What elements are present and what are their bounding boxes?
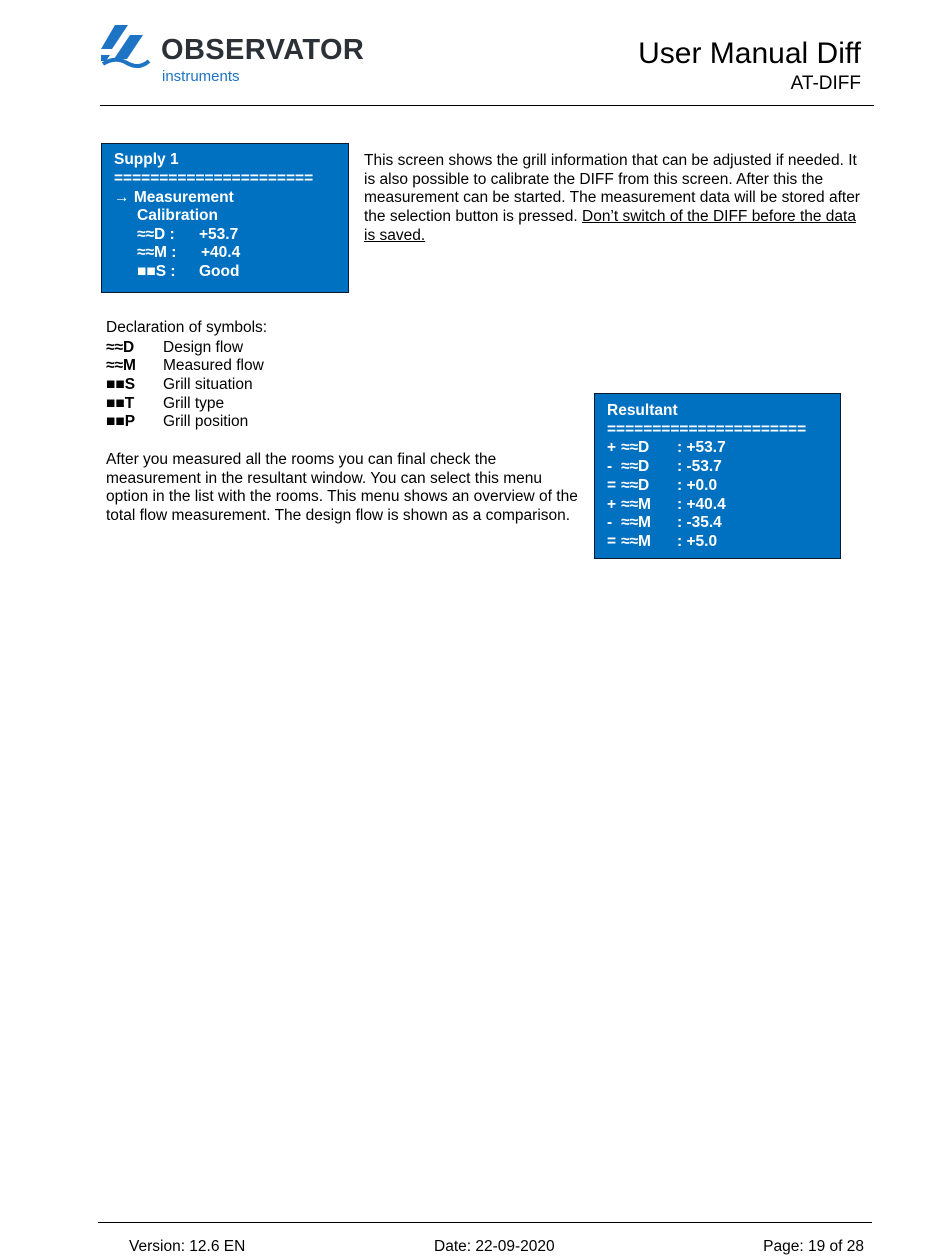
screen-title: Supply 1: [114, 151, 179, 168]
footer-version: Version: 12.6 EN: [129, 1238, 246, 1255]
menu-item-measurement-label: Measurement: [133, 189, 234, 206]
header-rule: [100, 105, 874, 106]
measured-flow-value: +40.4: [201, 244, 241, 261]
row-value: : +5.0: [677, 533, 718, 550]
symbol-row: [106, 414, 248, 430]
design-flow-value: +53.7: [199, 226, 239, 243]
symbol-code: ≈≈M: [106, 357, 136, 374]
symbol-row: [106, 377, 253, 393]
row-symbol: ≈≈D: [621, 458, 650, 475]
design-flow-symbol: ≈≈D :: [137, 226, 175, 243]
grill-situation-symbol: ■■S :: [137, 263, 176, 280]
resultant-row: [607, 440, 726, 456]
symbol-row: [106, 358, 264, 374]
footer-rule: [98, 1222, 872, 1223]
resultant-row: [607, 534, 717, 550]
resultant-row: [607, 497, 726, 513]
logo-wordmark: OBSERVATOR: [161, 34, 365, 66]
footer-page-number: Page: 19 of 28: [763, 1238, 864, 1255]
row-symbol: ≈≈D: [621, 439, 650, 456]
row-value: : +0.0: [677, 477, 718, 494]
symbols-heading: Declaration of symbols:: [106, 319, 268, 336]
row-symbol: ≈≈M: [621, 533, 651, 550]
row-symbol: ≈≈M: [621, 496, 651, 513]
symbol-description: Grill position: [163, 413, 249, 430]
symbol-row: [106, 396, 224, 412]
row-symbol: ≈≈D: [621, 477, 650, 494]
screen-separator: ======================: [607, 422, 807, 438]
menu-item-calibration: Calibration: [137, 207, 218, 224]
resultant-row: [607, 515, 722, 531]
selection-arrow-icon: →: [114, 189, 130, 206]
grill-situation-value: Good: [199, 263, 240, 280]
document-title: User Manual Diff: [638, 37, 861, 70]
symbol-description: Grill situation: [163, 376, 253, 393]
symbol-description: Grill type: [163, 395, 225, 412]
resultant-screen: [594, 393, 841, 559]
resultant-row: [607, 459, 722, 475]
measured-flow-symbol: ≈≈M :: [137, 244, 177, 261]
footer-date: Date: 22-09-2020: [434, 1238, 555, 1255]
symbol-description: Measured flow: [163, 357, 264, 374]
symbol-description: Design flow: [163, 339, 244, 356]
row-operator: +: [607, 496, 617, 513]
grill-situation-row: [137, 264, 239, 280]
screen-description-text: This screen shows the grill information that can be adjusted if needed. It is also possible to calibrate the DIFF from this screen. After this the measurement can be started. The measurement data will be stored after the selection button is pressed.: [364, 152, 860, 226]
resultant-row: [607, 478, 717, 494]
row-value: : -53.7: [677, 458, 722, 475]
symbol-code: ≈≈D: [106, 339, 135, 356]
measured-flow-row: [137, 245, 240, 261]
logo-subtitle: instruments: [162, 68, 240, 85]
row-operator: =: [607, 533, 617, 550]
row-operator: -: [607, 514, 613, 531]
screen-title: Resultant: [607, 402, 678, 419]
row-operator: =: [607, 477, 617, 494]
row-value: : +53.7: [677, 439, 726, 456]
symbol-code: ■■S: [106, 376, 136, 393]
supply-screen: [101, 143, 349, 293]
row-symbol: ≈≈M: [621, 514, 651, 531]
screen-description-paragraph: [364, 152, 870, 246]
menu-item-measurement: [114, 190, 234, 206]
save-warning-text: Don’t switch of the DIFF before the data is saved.: [364, 208, 856, 244]
row-value: : +40.4: [677, 496, 726, 513]
observator-logo-icon: [101, 25, 151, 69]
row-operator: -: [607, 458, 613, 475]
symbol-row: [106, 340, 243, 356]
row-operator: +: [607, 439, 617, 456]
screen-separator: ======================: [114, 171, 314, 187]
symbol-code: ■■T: [106, 395, 135, 412]
resultant-description-paragraph: After you measured all the rooms you can final check the measurement in the resultant window. You can select this menu option in the list with the rooms. This menu shows an overview of the total flow measurement. The design flow is shown as a comparison.: [106, 451, 578, 525]
symbol-code: ■■P: [106, 413, 136, 430]
design-flow-row: [137, 227, 238, 243]
row-value: : -35.4: [677, 514, 722, 531]
document-subtitle: AT-DIFF: [790, 73, 861, 94]
